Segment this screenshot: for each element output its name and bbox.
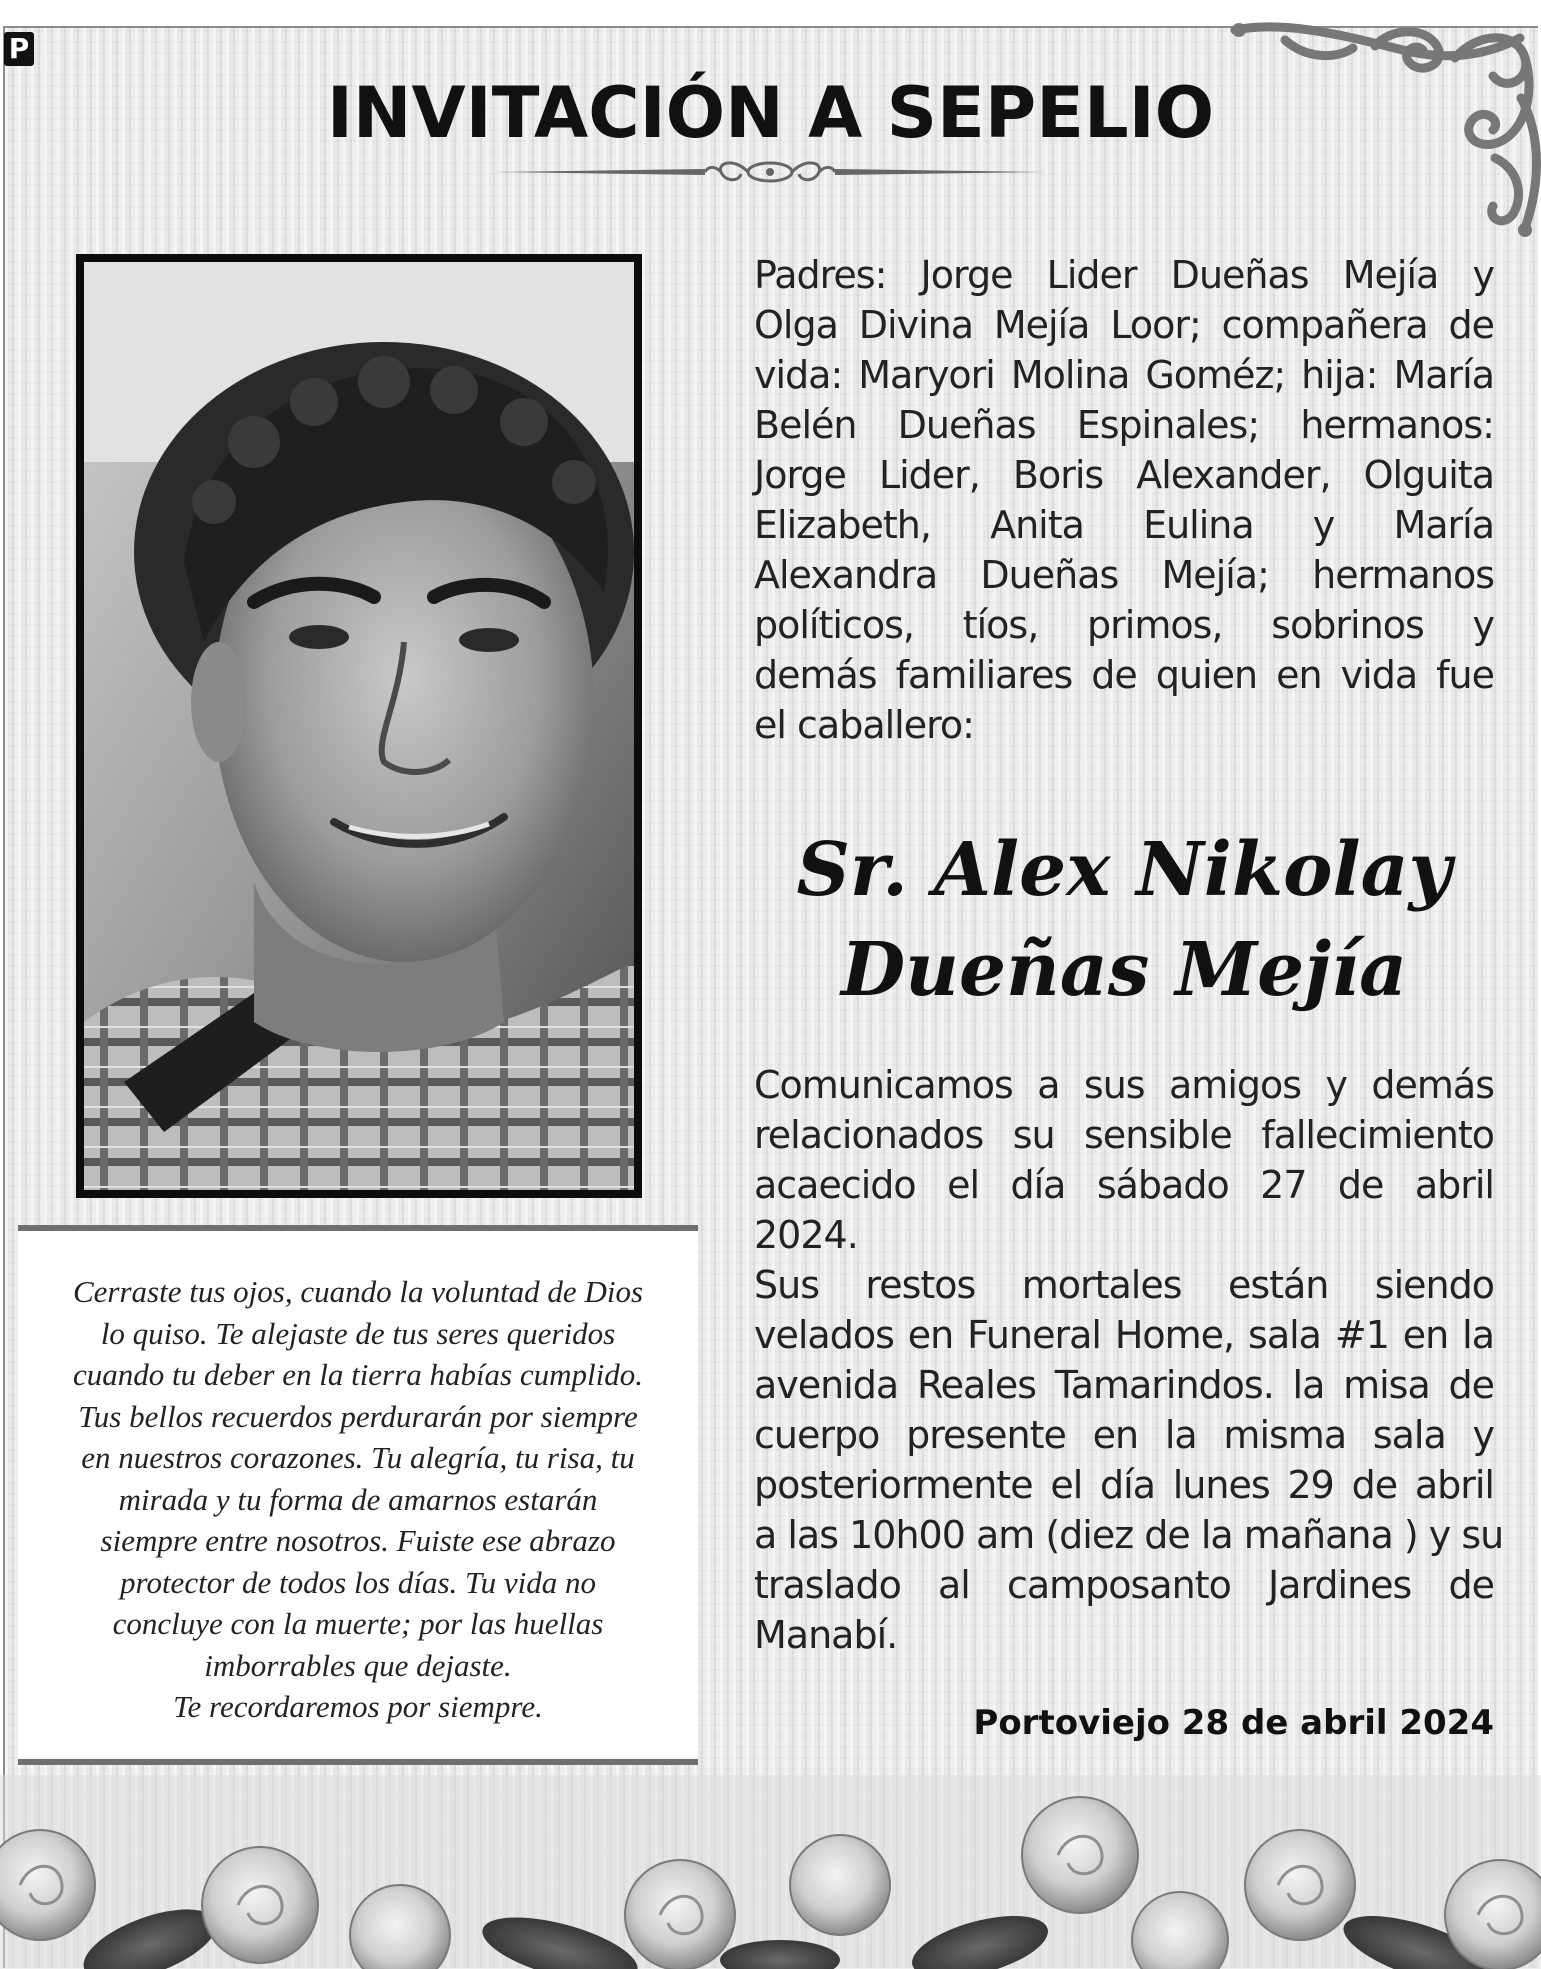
- notice-line: cuerpo presente en la misma sala y: [754, 1413, 1494, 1457]
- quote-line: lo quiso. Te alejaste de tus seres queridos: [100, 1315, 616, 1351]
- notice-line: velados en Funeral Home, sala #1 en la: [754, 1313, 1494, 1357]
- family-line: demás familiares de quien en vida fue: [754, 653, 1494, 697]
- quote-line: Cerraste tus ojos, cuando la voluntad de Dios: [72, 1274, 644, 1309]
- quote-line: cuando tu deber en la tierra habías cumplido.: [73, 1357, 643, 1392]
- family-line: Alexandra Dueñas Mejía; hermanos: [754, 553, 1494, 597]
- quote-line: mirada y tu forma de amarnos estarán: [118, 1481, 598, 1517]
- family-line: Padres: Jorge Lider Dueñas Mejía y: [754, 253, 1494, 297]
- quote-line: imborrables que dejaste.: [204, 1647, 512, 1683]
- notice-line: Sus restos mortales están siendo: [754, 1263, 1494, 1307]
- page-title: INVITACIÓN A SEPELIO: [326, 72, 1215, 154]
- quote-line: concluye con la muerte; por las huellas: [112, 1606, 604, 1641]
- notice-line: traslado al camposanto Jardines de: [754, 1563, 1494, 1607]
- portrait-photo-frame: [76, 254, 642, 1198]
- family-line: Elizabeth, Anita Eulina y María: [754, 503, 1494, 547]
- place-and-date: Portoviejo 28 de abril 2024: [973, 1703, 1494, 1743]
- quote-line: en nuestros corazones. Tu alegría, tu risa, tu: [81, 1440, 635, 1475]
- notice-line: avenida Reales Tamarindos. la misa de: [754, 1363, 1494, 1407]
- title-divider-ornament-icon: [495, 154, 1045, 190]
- portrait-photo-icon: [84, 262, 634, 1190]
- portrait-photo: [84, 262, 634, 1190]
- memorial-quote-box: [18, 1225, 698, 1765]
- notice-line: Comunicamos a sus amigos y demás: [754, 1063, 1494, 1107]
- family-paragraph: [754, 250, 1494, 750]
- notice-line: a las 10h00 am (diez de la mañana ) y su: [754, 1513, 1504, 1557]
- family-line: Belén Dueñas Espinales; hermanos:: [754, 403, 1494, 447]
- notice-line: Manabí.: [754, 1613, 898, 1657]
- quote-line: Te recordaremos por siempre.: [173, 1689, 543, 1724]
- notice-line: posteriormente el día lunes 29 de abril: [754, 1463, 1494, 1507]
- family-line: Olga Divina Mejía Loor; compañera de: [754, 303, 1494, 347]
- p-badge-icon: P: [4, 32, 34, 66]
- deceased-name-line: Dueñas Mejía: [840, 927, 1408, 1013]
- quote-line: siempre entre nosotros. Fuiste ese abrazo: [100, 1523, 616, 1558]
- notice-line: 2024.: [754, 1213, 858, 1257]
- family-line: vida: Maryori Molina Goméz; hija: María: [754, 353, 1494, 397]
- family-line: el caballero:: [754, 703, 974, 747]
- memorial-quote: [18, 1271, 698, 1728]
- quote-line: Tus bellos recuerdos perdurarán por siempre: [78, 1398, 638, 1434]
- notice-line: acaecido el día sábado 27 de abril: [754, 1163, 1494, 1207]
- notice-paragraph: [754, 1060, 1504, 1660]
- family-line: políticos, tíos, primos, sobrinos y: [754, 603, 1494, 647]
- quote-line: protector de todos los días. Tu vida no: [120, 1564, 596, 1600]
- family-line: Jorge Lider, Boris Alexander, Olguita: [754, 453, 1494, 497]
- deceased-name: [754, 820, 1494, 1020]
- deceased-name-line: Sr. Alex Nikolay: [796, 827, 1452, 913]
- notice-line: relacionados su sensible fallecimiento: [754, 1113, 1494, 1157]
- roses-border-icon: [0, 1775, 1541, 1969]
